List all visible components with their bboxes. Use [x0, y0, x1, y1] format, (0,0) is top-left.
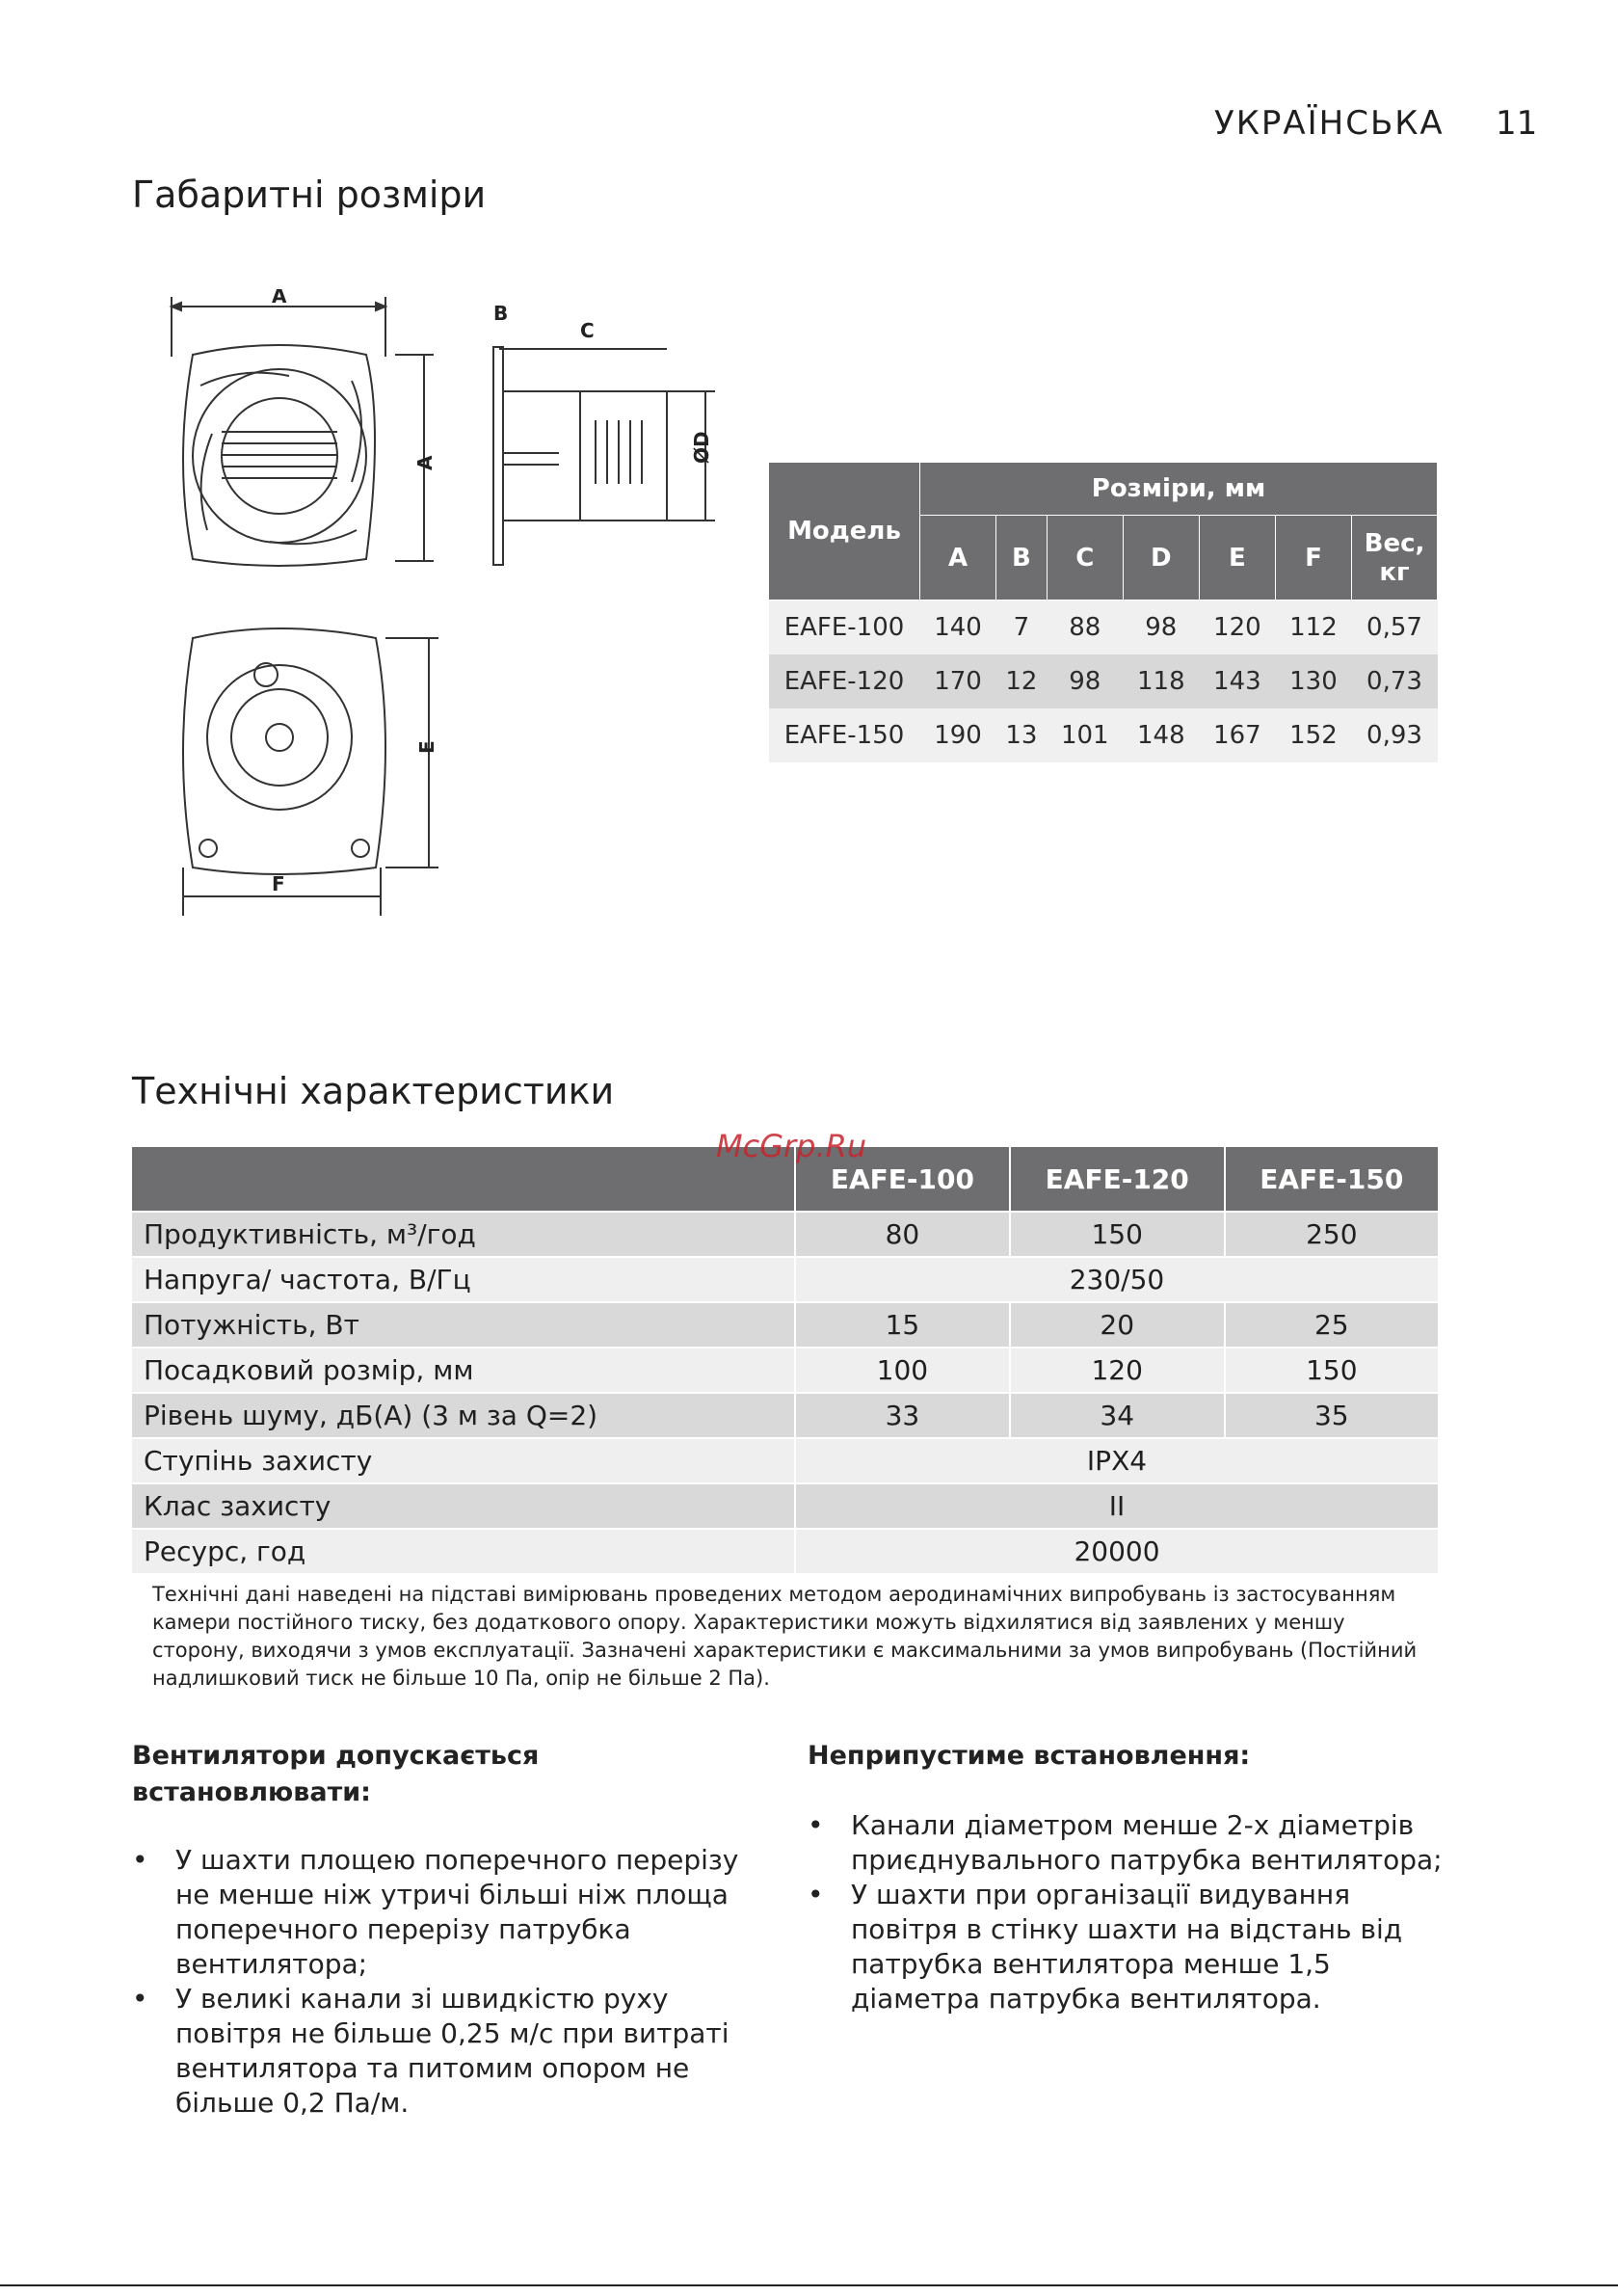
table-row	[769, 708, 1438, 762]
model-cell: EAFE-120	[769, 654, 920, 708]
list-item-text: Канали діаметром менше 2-х діаметрів приєднувального патрубка вентилятора;	[851, 1809, 1443, 1876]
bullet-icon: •	[132, 1983, 148, 2015]
specifications-table	[132, 1147, 1438, 1573]
spec-value: IPX4	[795, 1438, 1438, 1483]
spec-value: 150	[1225, 1348, 1438, 1393]
spec-label: Рівень шуму, дБ(А) (3 м за Q=2)	[132, 1393, 795, 1438]
value-cell: 170	[920, 654, 996, 708]
table-row	[132, 1393, 1438, 1438]
header-col-e: E	[1199, 516, 1275, 601]
list-item	[808, 1808, 1444, 1878]
table-row	[769, 654, 1438, 708]
list-item	[132, 1982, 768, 2121]
side-view	[493, 302, 715, 565]
value-cell: 140	[920, 601, 996, 655]
header-col-f: F	[1275, 516, 1351, 601]
spec-label: Ресурс, год	[132, 1529, 795, 1573]
header-empty	[132, 1147, 795, 1212]
header-model: Модель	[769, 463, 920, 601]
header-dimensions-group: Розміри, мм	[920, 463, 1438, 516]
value-cell: 98	[1047, 654, 1123, 708]
forbidden-list	[808, 1808, 1444, 2016]
value-cell: 152	[1275, 708, 1351, 762]
value-cell: 112	[1275, 601, 1351, 655]
spec-label: Продуктивність, м³/год	[132, 1212, 795, 1257]
list-item-text: У великі канали зі швидкістю руху повітря не більше 0,25 м/с при витраті вентилятора та питомим опором не більше 0,2 Па/м.	[175, 1983, 729, 2119]
value-cell: 13	[996, 708, 1048, 762]
spec-value: II	[795, 1483, 1438, 1529]
dim-label-c: C	[580, 319, 595, 342]
bullet-icon: •	[808, 1809, 824, 1841]
value-cell: 0,57	[1352, 601, 1438, 655]
forbidden-heading: Неприпустиме встановлення:	[808, 1741, 1251, 1771]
value-cell: 167	[1199, 708, 1275, 762]
dim-label-e: E	[415, 740, 438, 754]
spec-label: Ступінь захисту	[132, 1438, 795, 1483]
spec-value: 33	[795, 1393, 1010, 1438]
value-cell: 120	[1199, 601, 1275, 655]
dim-label-a-side: A	[413, 455, 437, 470]
dim-label-f: F	[272, 872, 285, 895]
header-col-d: D	[1123, 516, 1199, 601]
dimensions-table	[768, 462, 1438, 762]
table-row	[132, 1529, 1438, 1573]
spec-value: 34	[1010, 1393, 1225, 1438]
table-row	[132, 1257, 1438, 1302]
table-row	[769, 601, 1438, 655]
allowed-list	[132, 1843, 768, 2121]
list-item-text: У шахти при організації видування повітря в стінку шахти на відстань від патрубка вентилятора менше 1,5 діаметра патрубка вентилятора.	[851, 1879, 1403, 2015]
header-model-1: EAFE-100	[795, 1147, 1010, 1212]
watermark: McGrp.Ru	[716, 1128, 867, 1164]
bullet-icon: •	[808, 1879, 824, 1910]
spec-value: 150	[1010, 1212, 1225, 1257]
dim-label-d: ØD	[690, 431, 713, 464]
header-col-a: A	[920, 516, 996, 601]
value-cell: 12	[996, 654, 1048, 708]
value-cell: 118	[1123, 654, 1199, 708]
page-number: 11	[1496, 104, 1538, 143]
spec-value: 20	[1010, 1302, 1225, 1348]
fan-dimension-drawing	[154, 289, 732, 925]
back-view	[183, 628, 438, 916]
header-col-c: C	[1047, 516, 1123, 601]
section-title-specs: Технічні характеристики	[132, 1070, 615, 1112]
front-view	[172, 289, 437, 566]
table-row	[132, 1348, 1438, 1393]
dim-label-b: B	[493, 302, 509, 325]
language-label: УКРАЇНСЬКА	[1214, 104, 1445, 143]
table-row	[132, 1212, 1438, 1257]
header-col-weight: Вес, кг	[1352, 516, 1438, 601]
spec-value: 120	[1010, 1348, 1225, 1393]
value-cell: 190	[920, 708, 996, 762]
header-model-3: EAFE-150	[1225, 1147, 1438, 1212]
spec-label: Напруга/ частота, В/Гц	[132, 1257, 795, 1302]
header-model-2: EAFE-120	[1010, 1147, 1225, 1212]
value-cell: 88	[1047, 601, 1123, 655]
value-cell: 0,73	[1352, 654, 1438, 708]
table-row	[132, 1438, 1438, 1483]
spec-value: 15	[795, 1302, 1010, 1348]
bullet-icon: •	[132, 1844, 148, 1876]
list-item-text: У шахти площею поперечного перерізу не менше ніж утричі більші ніж площа поперечного перерізу патрубка вентилятора;	[175, 1844, 739, 1980]
list-item	[132, 1843, 768, 1982]
spec-value: 20000	[795, 1529, 1438, 1573]
model-cell: EAFE-150	[769, 708, 920, 762]
spec-label: Посадковий розмір, мм	[132, 1348, 795, 1393]
value-cell: 98	[1123, 601, 1199, 655]
value-cell: 130	[1275, 654, 1351, 708]
spec-value: 250	[1225, 1212, 1438, 1257]
value-cell: 148	[1123, 708, 1199, 762]
specs-footnote: Технічні дані наведені на підставі вимірювань проведених методом аеродинамічних випробувань із застосуванням камери постійного тиску, без додаткового опору. Характеристики можуть відхилятися від заявлених у меншу сторону, виходячи з умов експлуатації. Зазначені характеристики є максимальними за умов випробувань (Постійний надлишковий тиск не більше 10 Па, опір не більше 2 Па).	[152, 1583, 1418, 1690]
spec-value: 100	[795, 1348, 1010, 1393]
spec-label: Потужність, Вт	[132, 1302, 795, 1348]
model-cell: EAFE-100	[769, 601, 920, 655]
allowed-heading: Вентилятори допускається встановлювати:	[132, 1741, 540, 1807]
spec-value: 80	[795, 1212, 1010, 1257]
value-cell: 7	[996, 601, 1048, 655]
spec-value: 25	[1225, 1302, 1438, 1348]
list-item	[808, 1878, 1444, 2016]
value-cell: 0,93	[1352, 708, 1438, 762]
section-title-dimensions: Габаритні розміри	[132, 174, 487, 216]
spec-value: 35	[1225, 1393, 1438, 1438]
spec-label: Клас захисту	[132, 1483, 795, 1529]
table-row	[132, 1302, 1438, 1348]
value-cell: 143	[1199, 654, 1275, 708]
header-col-b: B	[996, 516, 1048, 601]
value-cell: 101	[1047, 708, 1123, 762]
dim-label-a-top: A	[272, 289, 287, 307]
spec-value: 230/50	[795, 1257, 1438, 1302]
bottom-rule	[0, 2284, 1618, 2286]
table-row	[132, 1483, 1438, 1529]
